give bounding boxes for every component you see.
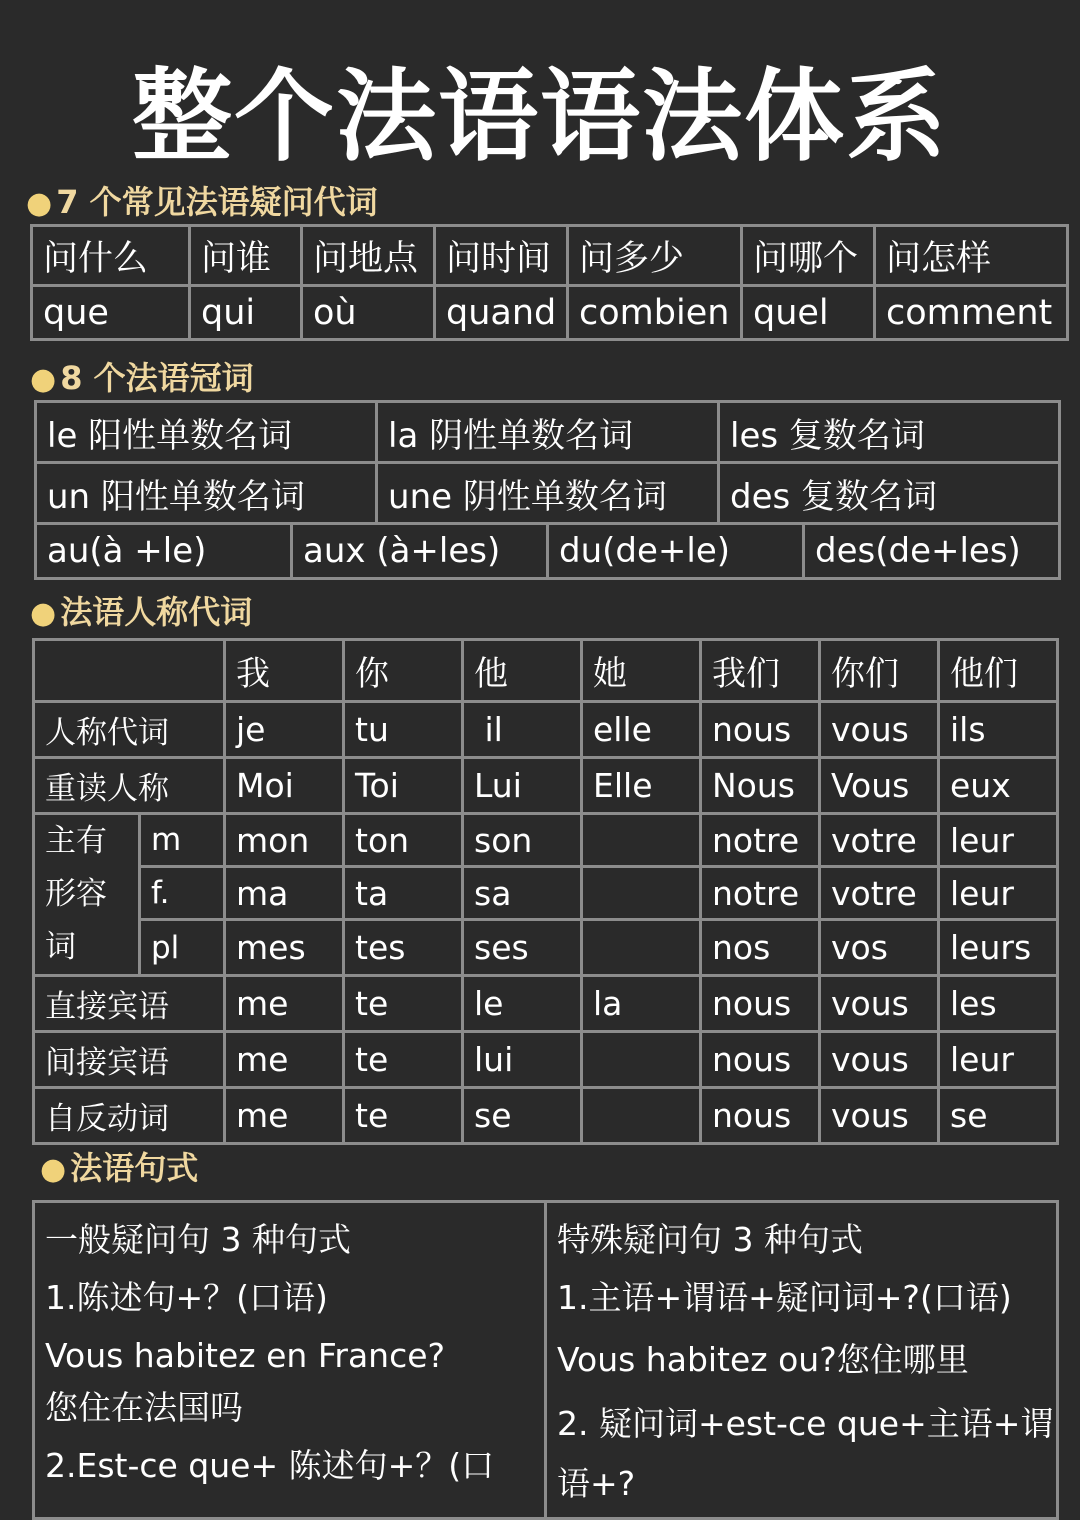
table-cell: mes <box>225 920 344 976</box>
text-line: 语+? <box>557 1464 636 1503</box>
table-cell <box>582 920 701 976</box>
table-row <box>32 226 1068 286</box>
sentence-patterns-box <box>32 1200 1059 1520</box>
row-sublabel: pl <box>140 920 225 976</box>
table-cell: me <box>225 1088 344 1144</box>
table-cell: sa <box>463 867 582 920</box>
row-label-line: 词 <box>45 929 76 965</box>
section-heading-text: 法语人称代词 <box>60 593 253 631</box>
bullet-icon: ● <box>40 1152 67 1187</box>
table-cell: Nous <box>701 758 820 814</box>
row-label: 间接宾语 <box>34 1032 225 1088</box>
table-row <box>34 1032 1058 1088</box>
table-cell: ses <box>463 920 582 976</box>
table-cell: 我 <box>225 640 344 702</box>
table-row <box>32 286 1068 340</box>
table-cell: Elle <box>582 758 701 814</box>
table-cell: ils <box>939 702 1058 758</box>
table-cell: leur <box>939 814 1058 867</box>
row-label: 人称代词 <box>34 702 225 758</box>
table-cell: qui <box>190 286 302 340</box>
bullet-icon: ● <box>30 596 57 631</box>
table-cell: aux (à+les) <box>292 524 548 579</box>
table-cell: le <box>463 976 582 1032</box>
text-line: 1.主语+谓语+疑问词+?(口语) <box>557 1278 1012 1317</box>
text-line: 1.陈述句+？(口语) <box>45 1278 328 1317</box>
table-cell: son <box>463 814 582 867</box>
table-cell: la <box>582 976 701 1032</box>
table-row <box>34 867 1058 920</box>
table-cell: 他们 <box>939 640 1058 702</box>
table-cell: elle <box>582 702 701 758</box>
table-cell: tu <box>344 702 463 758</box>
table-cell <box>582 867 701 920</box>
table-cell: combien <box>568 286 742 340</box>
row-label: 重读人称 <box>34 758 225 814</box>
table-cell: un 阳性单数名词 <box>36 463 377 524</box>
general-questions-column <box>35 1203 544 1517</box>
table-cell: te <box>344 1032 463 1088</box>
table-cell: vous <box>820 702 939 758</box>
table-cell: une 阴性单数名词 <box>377 463 719 524</box>
bullet-icon: ● <box>30 362 57 397</box>
table-cell: te <box>344 1088 463 1144</box>
table-row <box>36 524 1060 579</box>
row-label: 直接宾语 <box>34 976 225 1032</box>
table-cell: votre <box>820 867 939 920</box>
table-cell: ton <box>344 814 463 867</box>
table-cell: Lui <box>463 758 582 814</box>
text-line: 您住在法国吗 <box>45 1388 243 1427</box>
bullet-icon: ● <box>26 186 53 221</box>
table-cell: notre <box>701 867 820 920</box>
row-label-possessive <box>34 814 140 976</box>
table-cell: nous <box>701 976 820 1032</box>
table-cell: notre <box>701 814 820 867</box>
special-questions-column <box>544 1203 1056 1517</box>
table-cell: leur <box>939 1032 1058 1088</box>
table-cell: vous <box>820 1088 939 1144</box>
table-cell: se <box>939 1088 1058 1144</box>
table-cell: la 阴性单数名词 <box>377 402 719 463</box>
table-cell: Vous <box>820 758 939 814</box>
table-cell: du(de+le) <box>548 524 804 579</box>
text-line: 2.Est-ce que+ 陈述句+？(口 <box>45 1446 495 1485</box>
text-line: 2. 疑问词+est-ce que+主语+谓 <box>557 1404 1054 1443</box>
row-sublabel: m <box>140 814 225 867</box>
table-cell: les <box>939 976 1058 1032</box>
table-cell: 问什么 <box>32 226 190 286</box>
table-cell <box>582 814 701 867</box>
table-cell: 问时间 <box>435 226 568 286</box>
table-row <box>36 402 1060 463</box>
table-cell: vos <box>820 920 939 976</box>
table-cell: 问怎样 <box>875 226 1068 286</box>
table-cell: 你 <box>344 640 463 702</box>
table-cell: nous <box>701 1088 820 1144</box>
table-cell: le 阳性单数名词 <box>36 402 377 463</box>
table-cell: nous <box>701 702 820 758</box>
section-heading-articles <box>30 358 254 400</box>
page-title: 整个法语语法体系 <box>132 58 948 175</box>
table-cell: eux <box>939 758 1058 814</box>
table-row <box>34 976 1058 1032</box>
row-label: 自反动词 <box>34 1088 225 1144</box>
table-cell <box>582 1088 701 1144</box>
table-cell: au(à +le) <box>36 524 292 579</box>
table-cell: 问哪个 <box>742 226 875 286</box>
table-cell: 你们 <box>820 640 939 702</box>
table-cell: ta <box>344 867 463 920</box>
table-cell: mon <box>225 814 344 867</box>
table-cell: 问地点 <box>302 226 435 286</box>
table-cell: je <box>225 702 344 758</box>
column-title: 一般疑问句 3 种句式 <box>45 1220 351 1259</box>
table-cell: quand <box>435 286 568 340</box>
table-cell: comment <box>875 286 1068 340</box>
column-title: 特殊疑问句 3 种句式 <box>557 1220 863 1259</box>
table-row <box>34 1088 1058 1144</box>
text-line: Vous habitez ou?您住哪里 <box>557 1340 969 1379</box>
table-cell: se <box>463 1088 582 1144</box>
table-cell: que <box>32 286 190 340</box>
table-cell: leurs <box>939 920 1058 976</box>
pronouns-table <box>32 638 1059 1145</box>
section-heading-text: 7 个常见法语疑问代词 <box>56 183 378 221</box>
table-cell: des(de+les) <box>804 524 1060 579</box>
table-cell: 我们 <box>701 640 820 702</box>
table-cell: te <box>344 976 463 1032</box>
table-cell: il <box>463 702 582 758</box>
row-label-line: 主有 <box>45 823 107 859</box>
table-cell: 他 <box>463 640 582 702</box>
table-row <box>34 758 1058 814</box>
text-line: Vous habitez en France? <box>45 1336 446 1375</box>
section-heading-text: 法语句式 <box>70 1149 199 1187</box>
section-heading-interrogatives <box>26 182 378 224</box>
section-heading-sentences <box>40 1148 198 1190</box>
table-row <box>34 702 1058 758</box>
row-label-line: 形容 <box>45 876 107 912</box>
table-row <box>34 920 1058 976</box>
table-cell: leur <box>939 867 1058 920</box>
table-cell: Toi <box>344 758 463 814</box>
table-cell: nous <box>701 1032 820 1088</box>
row-sublabel: f. <box>140 867 225 920</box>
table-cell: 问多少 <box>568 226 742 286</box>
section-heading-text: 8 个法语冠词 <box>60 359 254 397</box>
table-cell: des 复数名词 <box>719 463 1060 524</box>
table-row <box>36 463 1060 524</box>
table-cell: me <box>225 976 344 1032</box>
table-cell: 她 <box>582 640 701 702</box>
table-cell: nos <box>701 920 820 976</box>
articles-table <box>34 400 1061 580</box>
table-cell: 问谁 <box>190 226 302 286</box>
table-row <box>34 640 1058 702</box>
table-cell: les 复数名词 <box>719 402 1060 463</box>
table-cell: lui <box>463 1032 582 1088</box>
table-cell: ma <box>225 867 344 920</box>
table-cell <box>34 640 225 702</box>
interrogatives-table <box>30 224 1069 341</box>
table-cell: quel <box>742 286 875 340</box>
table-cell: tes <box>344 920 463 976</box>
table-cell: où <box>302 286 435 340</box>
table-cell: vous <box>820 1032 939 1088</box>
table-cell: me <box>225 1032 344 1088</box>
section-heading-pronouns <box>30 592 252 634</box>
table-cell: Moi <box>225 758 344 814</box>
table-cell: votre <box>820 814 939 867</box>
table-cell <box>582 1032 701 1088</box>
table-cell: vous <box>820 976 939 1032</box>
table-row <box>34 814 1058 867</box>
